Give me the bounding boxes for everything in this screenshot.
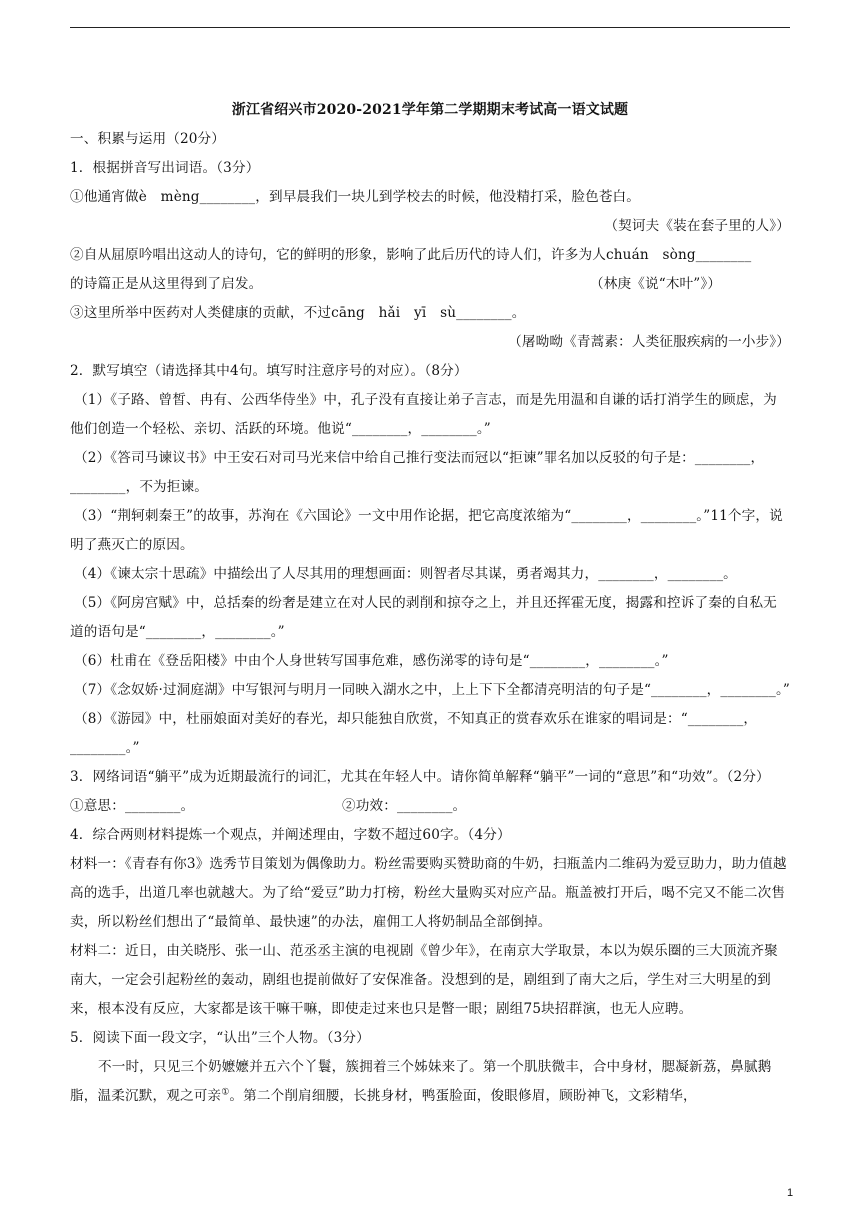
q5-passage	[70, 1053, 790, 1111]
exam-content	[70, 96, 790, 1111]
q1-item3: ③这里所举中医药对人类健康的贡献，不过cāng hǎi yī sù________。	[70, 305, 526, 321]
q3-answers	[70, 792, 790, 821]
q1-item2-text: 的诗篇正是从这里得到了启发。	[70, 276, 263, 292]
q2-stem: 2．默写填空（请选择其中4句。填写时注意序号的对应）。（8分）	[70, 363, 468, 379]
q4-material-2: 材料二：近日，由关晓彤、张一山、范丞丞主演的电视剧《曾少年》，在南京大学取景，本以为娱乐圈的三大顶流齐聚南大，一定会引起粉丝的轰动，剧组也提前做好了安保准备。没想到的是，剧组到了南大之后，学生对三大明星的到来，根本没有反应，大家都是该干嘛干嘛，即使走过来也只是瞥一眼；剧组75块招群演，也无人应聘。	[70, 943, 778, 1017]
q3-stem: 3．网络词语“躺平”成为近期最流行的词汇，尤其在年轻人中。请你简单解释“躺平”一词的“意思”和“功效”。（2分）	[70, 769, 770, 785]
footnote-marker: ①	[221, 1087, 230, 1098]
q4-stem: 4．综合两则材料提炼一个观点，并阐述理由，字数不超过60字。（4分）	[70, 827, 511, 843]
q3-meaning: ①意思：________。	[70, 798, 195, 814]
q1-stem: 1．根据拼音写出词语。（3分）	[70, 160, 260, 176]
q5-passage-a: 不一时，只见三个奶嬷嬷并五六个丫鬟，簇拥着三个姊妹来了。第一个肌肤微丰，合中身材，腮凝新荔，鼻腻鹅脂，温柔沉默，观之可亲	[70, 1059, 772, 1104]
exam-title: 浙江省绍兴市2020-2021学年第二学期期末考试高一语文试题	[231, 102, 629, 118]
q1-item2-line2	[70, 270, 790, 299]
q1-item1-source: （契诃夫《装在套子里的人》）	[604, 218, 790, 234]
q2-sentence-7: （7）《念奴娇·过洞庭湖》中写银河与明月一同映入湖水之中，上上下下全都清亮明洁的句子是“________，________。”	[74, 682, 790, 698]
page-number: 1	[786, 1187, 794, 1199]
q1-item2-source: （林庚《说“木叶”》）	[590, 276, 722, 292]
q1-item3-source: （屠呦呦《青蒿素：人类征服疾病的一小步》）	[508, 334, 790, 350]
q4-material-1: 材料一：《青春有你3》选秀节目策划为偶像助力。粉丝需要购买赞助商的牛奶，扫瓶盖内二维码为爱豆助力，助力值越高的选手，出道几率也就越大。为了给“爱豆”助力打榜，粉丝大量购买对应产品。瓶盖被打开后，喝不完又不能二次售卖，所以粉丝们想出了“最简单、最快速”的办法，雇佣工人将奶制品全部倒掉。	[70, 856, 787, 930]
q5-stem: 5．阅读下面一段文字，“认出”三个人物。（3分）	[70, 1030, 370, 1046]
header-rule	[70, 27, 790, 28]
q1-item1: ①他通宵做è mèng________，到早晨我们一块儿到学校去的时候，他没精打采，脸色苍白。	[70, 189, 641, 205]
section1-heading: 一、积累与运用（20分）	[70, 131, 226, 147]
q2-sentence-1: （1）《子路、曾皙、冉有、公西华侍坐》中，孔子没有直接让弟子言志，而是先用温和自谦的话打消学生的顾虑，为他们创造一个轻松、亲切、活跃的环境。他说“________，________。”	[70, 392, 777, 437]
q3-effect: ②功效：________。	[342, 798, 467, 814]
q1-item2-line1: ②自从屈原吟唱出这动人的诗句，它的鲜明的形象，影响了此后历代的诗人们，许多为人chuán sòng________	[70, 247, 752, 263]
q2-sentence-2: （2）《答司马谏议书》中王安石对司马光来信中给自己推行变法而冠以“拒谏”罪名加以反驳的句子是：________，________，不为拒谏。	[70, 450, 765, 495]
q2-sentence-6: （6）杜甫在《登岳阳楼》中由个人身世转写国事危难，感伤涕零的诗句是“________，________。”	[74, 653, 669, 669]
q2-sentence-8: （8）《游园》中，杜丽娘面对美好的春光，却只能独自欣赏，不知真正的赏春欢乐在谁家的唱词是：“________，________。”	[70, 711, 758, 756]
q5-passage-b: 。第二个削肩细腰，长挑身材，鸭蛋脸面，俊眼修眉，顾盼神飞，文彩精华，	[229, 1088, 697, 1104]
q2-sentence-4: （4）《谏太宗十思疏》中描绘出了人尽其用的理想画面：则智者尽其谋，勇者竭其力，________，________。	[74, 566, 737, 582]
q2-sentence-3: （3）“荆轲刺秦王”的故事，苏洵在《六国论》一文中用作论据，把它高度浓缩为“________，________。”11个字，说明了燕灭亡的原因。	[70, 508, 783, 553]
q2-sentence-5: （5）《阿房宫赋》中，总括秦的纷奢是建立在对人民的剥削和掠夺之上，并且还挥霍无度，揭露和控诉了秦的自私无道的语句是“________，________。”	[70, 595, 777, 640]
